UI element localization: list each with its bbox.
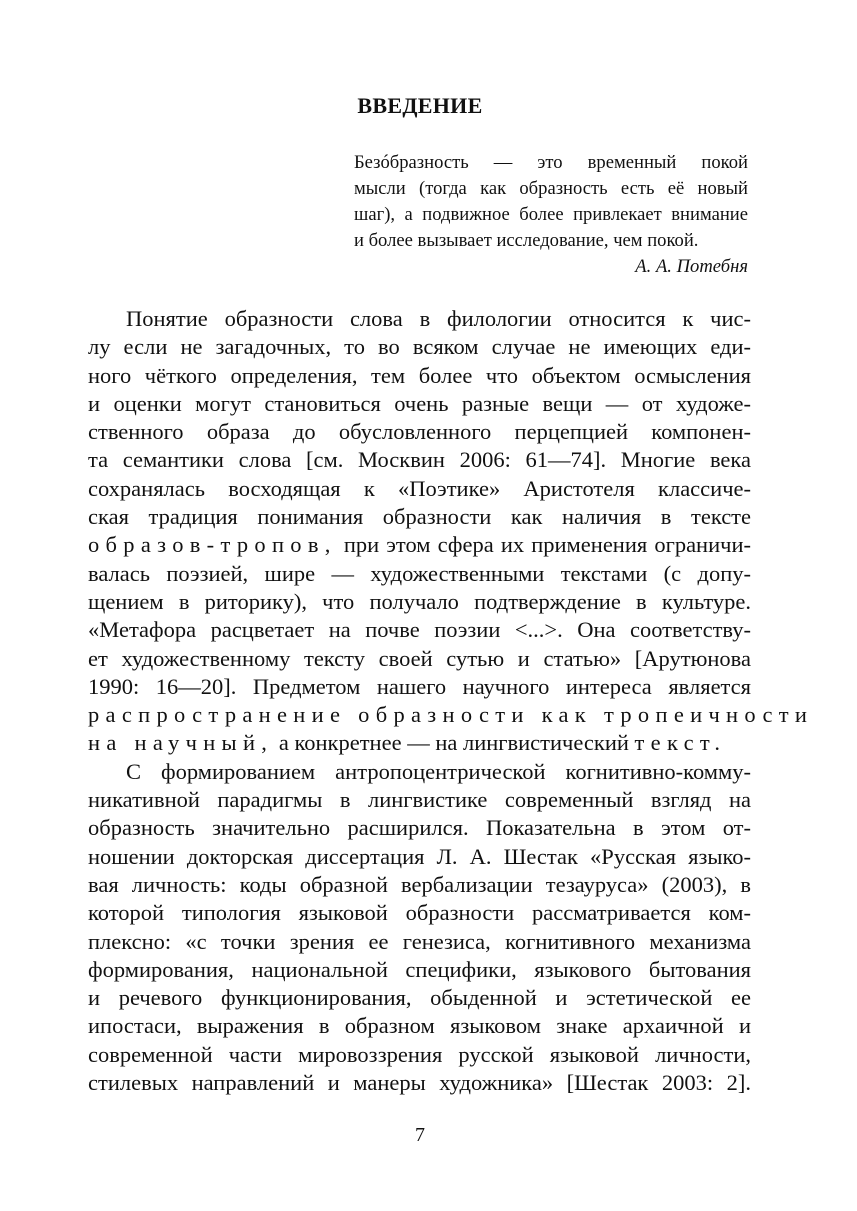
text-line: ственного образа до обусловленного перцепцией компонен- xyxy=(88,419,751,445)
text-line xyxy=(88,531,751,559)
text-line: образность значительно расширился. Показательна в этом от- xyxy=(88,815,751,841)
epigraph-line: Безóбразность — это временный покой xyxy=(354,152,748,173)
text-line: Понятие образности слова в филологии относится к чис- xyxy=(126,306,751,331)
paragraph-1 xyxy=(88,305,814,758)
text-line: 1990: 16—20]. Предметом нашего научного интереса является xyxy=(88,673,751,699)
text-line: вая личность: коды образной вербализации тезауруса» (2003), в xyxy=(88,871,751,897)
text-line: С формированием антропоцентрической когнитивно-комму- xyxy=(126,758,751,784)
epigraph-line: и более вызывает исследование, чем покой. xyxy=(354,230,699,251)
text-line: никативной парадигмы в лингвистике современный взгляд на xyxy=(88,787,751,813)
epigraph-author: А. А. Потебня xyxy=(635,256,748,277)
chapter-title: ВВЕДЕНИЕ xyxy=(357,93,483,118)
text-line: современной части мировоззрения русской языковой личности, xyxy=(88,1041,751,1067)
text-fragment: а конкретнее — на лингвистический xyxy=(273,730,635,756)
text-line: сохранялась восходящая к «Поэтике» Аристотеля классиче- xyxy=(88,475,751,501)
text-line: ипостаси, выражения в образном языковом знаке архаичной и xyxy=(88,1013,751,1039)
spaced-line: распространение образности как тропеичности xyxy=(88,702,814,728)
text-line: плексно: «с точки зрения ее генезиса, когнитивного механизма xyxy=(88,928,751,954)
text-line: ет художественному тексту своей сутью и статью» [Арутюнова xyxy=(88,645,751,671)
text-line: и оценки могут становиться очень разные вещи — от художе- xyxy=(88,390,751,416)
text-fragment: при этом сфера их применения ограничи- xyxy=(336,532,751,558)
spaced-term: образов-тропов, xyxy=(88,532,337,558)
text-line: лу если не загадочных, то во всяком случае не имеющих еди- xyxy=(88,334,751,360)
text-line: которой типология языковой образности рассматривается ком- xyxy=(88,900,751,926)
text-line: та семантики слова [см. Москвин 2006: 61—74]. Многие века xyxy=(88,447,751,473)
text-line xyxy=(88,729,751,757)
text-line: стилевых направлений и манеры художника» [Шестак 2003: 2]. xyxy=(88,1070,751,1096)
text-line: и речевого функционирования, обыденной и эстетической ее xyxy=(88,985,751,1011)
body-text xyxy=(88,305,814,1097)
text-line: ношении докторская диссертация Л. А. Шестак «Русская языко- xyxy=(88,843,751,869)
epigraph xyxy=(354,150,748,280)
epigraph-line: мысли (тогда как образность есть её новый xyxy=(354,178,748,199)
text-line: валась поэзией, шире — художественными текстами (с допу- xyxy=(88,560,751,586)
text-line: «Метафора расцветает на почве поэзии <...>. Она соответству- xyxy=(88,617,751,643)
spaced-term: текст. xyxy=(634,730,727,756)
text-line: формирования, национальной специфики, языкового бытования xyxy=(88,956,751,982)
spaced-term: на научный, xyxy=(88,730,274,756)
text-line: щением в риторику), что получало подтверждение в культуре. xyxy=(88,588,751,614)
page-number: 7 xyxy=(415,1124,425,1146)
text-line: ного чёткого определения, тем более что объектом осмысления xyxy=(88,362,751,388)
text-line: ская традиция понимания образности как наличия в тексте xyxy=(88,504,751,530)
paragraph-2 xyxy=(88,758,751,1098)
epigraph-line: шаг), а подвижное более привлекает внимание xyxy=(354,204,748,225)
